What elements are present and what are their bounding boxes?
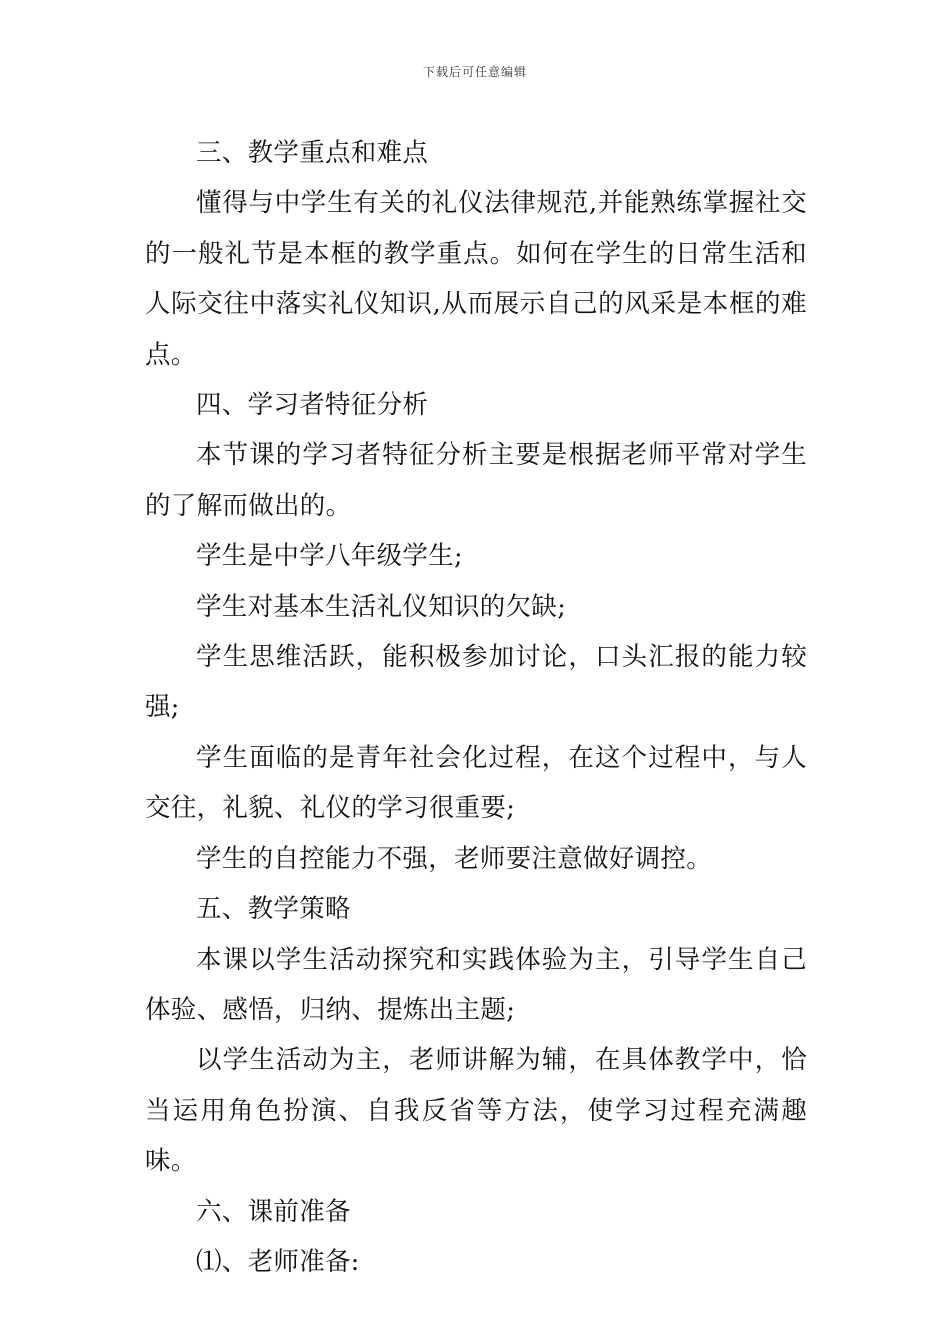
section-heading-6: 六、课前准备: [196, 1196, 351, 1227]
section-heading-5: 五、教学策略: [196, 894, 351, 925]
document-body: [145, 128, 807, 1287]
paragraph: 学生思维活跃，能积极参加讨论，口头汇报的能力较强;: [145, 642, 807, 723]
paragraph: 学生对基本生活礼仪知识的欠缺;: [196, 591, 567, 622]
page-header: 下载后可任意编辑: [422, 65, 527, 79]
paragraph: 以学生活动为主，老师讲解为辅，在具体教学中，恰当运用角色扮演、自我反省等方法，使学习过程充满趣味。: [145, 1045, 807, 1177]
paragraph: 懂得与中学生有关的礼仪法律规范,并能熟练掌握社交的一般礼节是本框的教学重点。如何在学生的日常生活和人际交往中落实礼仪知识,从而展示自己的风采是本框的难点。: [145, 188, 807, 370]
sub-heading: ⑴、老师准备:: [196, 1246, 360, 1277]
paragraph: 本节课的学习者特征分析主要是根据老师平常对学生的了解而做出的。: [145, 440, 807, 521]
section-heading-4: 四、学习者特征分析: [196, 390, 429, 421]
paragraph: 学生的自控能力不强，老师要注意做好调控。: [196, 843, 713, 874]
section-heading-3: 三、教学重点和难点: [196, 138, 429, 168]
paragraph: 学生是中学八年级学生;: [196, 541, 463, 572]
paragraph: 本课以学生活动探究和实践体验为主，引导学生自己体验、感悟，归纳、提炼出主题;: [145, 944, 807, 1025]
paragraph: 学生面临的是青年社会化过程，在这个过程中，与人交往，礼貌、礼仪的学习很重要;: [145, 742, 807, 824]
